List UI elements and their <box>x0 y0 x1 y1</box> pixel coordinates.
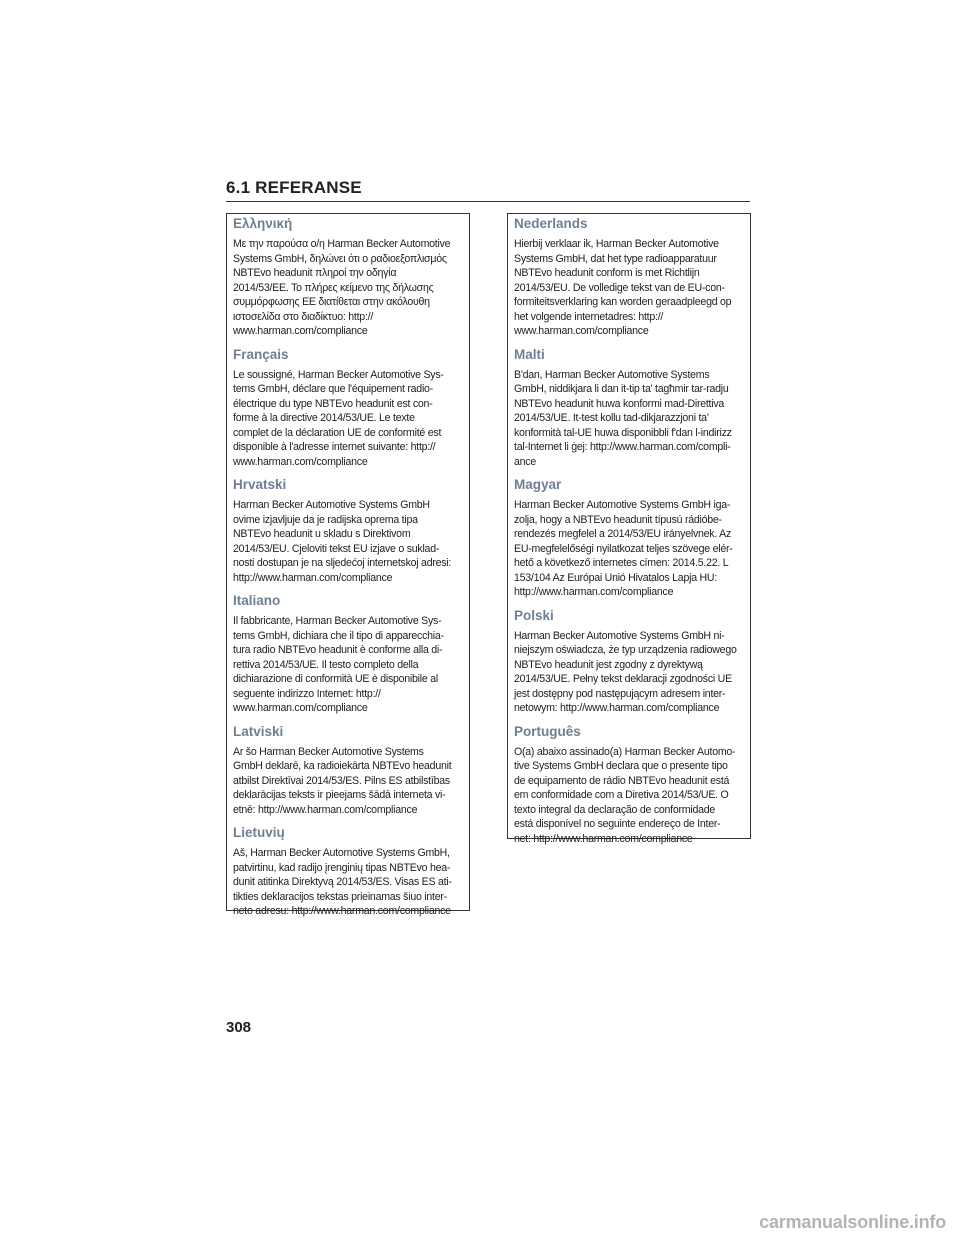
declaration-text: Ar šo Harman Becker Automotive Systems GmbH deklarē, ka radioiekārta NBTEvo headunit atbilst Direktīvai 2014/53/ES. Pilns ES atbilstības deklarācijas teksts ir pieejams šādā interneta vi- etnē: http://www.harman.com/compliance <box>233 745 452 816</box>
declaration-maltese <box>514 347 745 470</box>
language-heading: Italiano <box>233 593 281 608</box>
declaration-polish <box>514 608 745 716</box>
language-heading: Malti <box>514 346 545 362</box>
language-heading: Ελληνική <box>233 216 293 231</box>
declaration-text: Aš, Harman Becker Automotive Systems GmbH, patvirtinu, kad radijo įrenginių tipas NBTEvo hea- dunit atitinka Direktyvą 2014/53/ES. Visas ES ati- tikties deklaracijos tekstas prieinamas šiuo inter- neto adresu: http://www.harman.com/compliance <box>233 847 452 917</box>
declaration-text: Harman Becker Automotive Systems GmbH iga- zolja, hogy a NBTEvo headunit típusú rádióbe- rendezés megfelel a 2014/53/EU irányelvnek. Az EU-megfelelőségi nyilatkozat teljes szövege elér- hető a következő internetes címen: 2014.5.22. L 153/104 Az Európai Unió Hivatalos Lapja HU: http://www.harman.com/compliance <box>514 499 733 598</box>
declaration-lithuanian <box>233 825 464 919</box>
declaration-hungarian <box>514 477 745 600</box>
declaration-text: Με την παρούσα ο/η Harman Becker Automotive Systems GmbH, δηλώνει ότι ο ραδιοεξοπλισμός NBTEvo headunit πληροί την οδηγία 2014/53/ΕΕ. Το πλήρες κείμενο της δήλωσης συμμόρφωσης ΕΕ διατίθεται στην ακόλουθη ιστοσελίδα στο διαδίκτυο: http:// www.harman.com/compliance <box>233 238 451 337</box>
declaration-text: Harman Becker Automotive Systems GmbH ni- niejszym oświadcza, że typ urządzenia radiowego NBTEvo headunit jest zgodny z dyrektywą 2014/53/UE. Pełny tekst deklaracji zgodności UE jest dostępny pod następującym adresem inter- netowym: http://www.harman.com/compliance <box>514 629 737 714</box>
declaration-text: Il fabbricante, Harman Becker Automotive Sys- tems GmbH, dichiara che il tipo di apparecchia- tura radio NBTEvo headunit è conforme alla di- rettiva 2014/53/UE. Il testo completo della dichiarazione di conformità UE è disponibile al seguente indirizzo Internet: http:// www.harman.com/compliance <box>233 615 444 714</box>
declaration-greek <box>233 216 464 339</box>
language-heading: Polski <box>514 607 554 623</box>
language-heading: Latviski <box>233 723 284 739</box>
left-declaration-box <box>226 213 470 917</box>
declaration-text: O(a) abaixo assinado(a) Harman Becker Automo- tive Systems GmbH declara que o presente tipo de equipamento de rádio NBTEvo headunit está em conformidade com a Diretiva 2014/53/UE. O texto integral da declaração de conformidade está disponível no seguinte endereço de Inter- net: http://www.harman.com/compliance <box>514 745 736 845</box>
declaration-dutch <box>514 216 745 339</box>
declaration-text: Hierbij verklaar ik, Harman Becker Automotive Systems GmbH, dat het type radioapparatuur NBTEvo headunit conform is met Richtlijn 2014/53/EU. De volledige tekst van de EU-con- formiteitsverklaring kan worden geraadpleegd op het volgende internetadres: http:// www.harman.com/compliance <box>514 238 732 337</box>
language-heading: Français <box>233 346 289 362</box>
right-declaration-box <box>507 213 751 845</box>
declaration-french <box>233 347 464 470</box>
page-number: 308 <box>226 1019 252 1036</box>
section-heading: 6.1 REFERANSE <box>226 178 750 202</box>
declaration-text: Harman Becker Automotive Systems GmbH ovime izjavljuje da je radijska oprema tipa NBTEvo headunit u skladu s Direktivom 2014/53/EU. Cjeloviti tekst EU izjave o suklad- nosti dostupan je na sljedećoj internetskoj adresi: http://www.harman.com/compliance <box>233 499 452 584</box>
watermark: carmanualsonline.info <box>759 1212 946 1232</box>
declaration-croatian <box>233 477 464 585</box>
language-heading: Lietuvių <box>233 825 285 840</box>
declaration-latvian <box>233 724 464 818</box>
declaration-italian <box>233 593 464 716</box>
declaration-text: Le soussigné, Harman Becker Automotive Sys- tems GmbH, déclare que l'équipement radio- électrique du type NBTEvo headunit est con- forme à la directive 2014/53/UE. Le texte complet de la déclaration UE de conformité est disponible à l'adresse internet suivante: http:// www.harman.com/compliance <box>233 368 444 468</box>
language-heading: Nederlands <box>514 216 588 231</box>
declaration-portuguese <box>514 724 745 847</box>
language-heading: Magyar <box>514 477 562 492</box>
language-heading: Português <box>514 723 581 739</box>
declaration-text: B'dan, Harman Becker Automotive Systems GmbH, niddikjara li dan it-tip ta' tagħmir tar-radju NBTEvo headunit huwa konformi mad-Direttiva 2014/53/UE. It-test kollu tad-dikjarazzjoni ta' konformità tal-UE huwa disponibbli f'dan l-indirizz tal-Internet li ġej: http://www.harman.com/compli- ance <box>514 368 732 468</box>
language-heading: Hrvatski <box>233 477 287 492</box>
